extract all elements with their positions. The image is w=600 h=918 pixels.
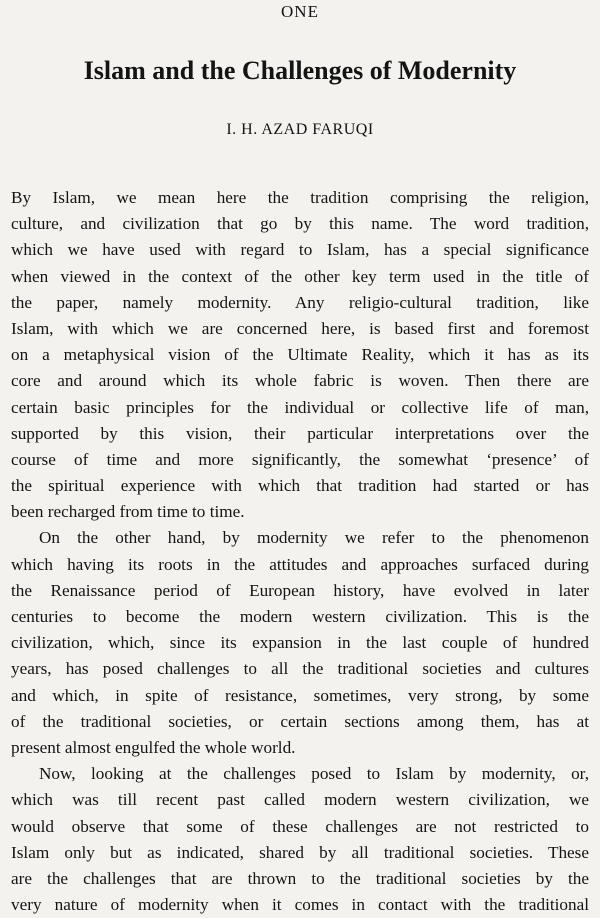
text-line: and which, in spite of resistance, sometimes, very strong, by some [11, 685, 589, 705]
text-line: very nature of modernity when it comes in contact with the traditional [11, 895, 589, 915]
chapter-title: Islam and the Challenges of Modernity [83, 56, 517, 85]
text-line: civilization, which, since its expansion in the last couple of hundred [11, 633, 589, 653]
text-line: on a metaphysical vision of the Ultimate Reality, which it has as its [11, 345, 589, 365]
text-line: culture, and civilization that go by this name. The word tradition, [11, 214, 589, 234]
text-line: of the traditional societies, or certain sections among them, has at [11, 711, 589, 731]
text-line: Islam only but as indicated, shared by all traditional societies. These [11, 842, 589, 862]
paragraph [11, 761, 589, 918]
body-text [11, 185, 589, 918]
text-line: are the challenges that are thrown to the traditional societies by the [11, 868, 589, 888]
text-line: the paper, namely modernity. Any religio-cultural tradition, like [11, 292, 589, 312]
text-line: core and around which its whole fabric is woven. Then there are [11, 371, 589, 391]
text-line: the spiritual experience with which that tradition had started or has [11, 476, 589, 496]
paragraph [11, 185, 589, 525]
text-line: certain basic principles for the individual or collective life of man, [11, 397, 589, 417]
author-name: I. H. AZAD FARUQI [226, 121, 374, 138]
text-line: would observe that some of these challenges are not restricted to [11, 816, 589, 836]
text-line: supported by this vision, their particular interpretations over the [11, 423, 589, 443]
text-line: when viewed in the context of the other key term used in the title of [11, 266, 589, 286]
text-line: the Renaissance period of European history, have evolved in later [11, 580, 589, 600]
text-line: been recharged from time to time. [11, 502, 245, 522]
text-line: By Islam, we mean here the tradition comprising the religion, [11, 188, 589, 207]
text-line: centuries to become the modern western civilization. This is the [11, 607, 589, 626]
text-line: Islam, with which we are concerned here, is based first and foremost [11, 318, 589, 338]
text-line: On the other hand, by modernity we refer to the phenomenon [39, 528, 589, 548]
text-line: Now, looking at the challenges posed to Islam by modernity, or, [39, 764, 589, 784]
text-line: course of time and more significantly, the somewhat ‘presence’ of [11, 449, 589, 469]
text-line: which we have used with regard to Islam, has a special significance [11, 240, 589, 260]
paragraph [11, 525, 589, 761]
text-line: years, has posed challenges to all the traditional societies and cultures [11, 659, 589, 679]
chapter-number: ONE [281, 2, 319, 21]
text-line: which having its roots in the attitudes and approaches surfaced during [11, 554, 589, 574]
text-line: which was till recent past called modern western civilization, we [11, 790, 589, 810]
text-line: present almost engulfed the whole world. [11, 737, 296, 757]
